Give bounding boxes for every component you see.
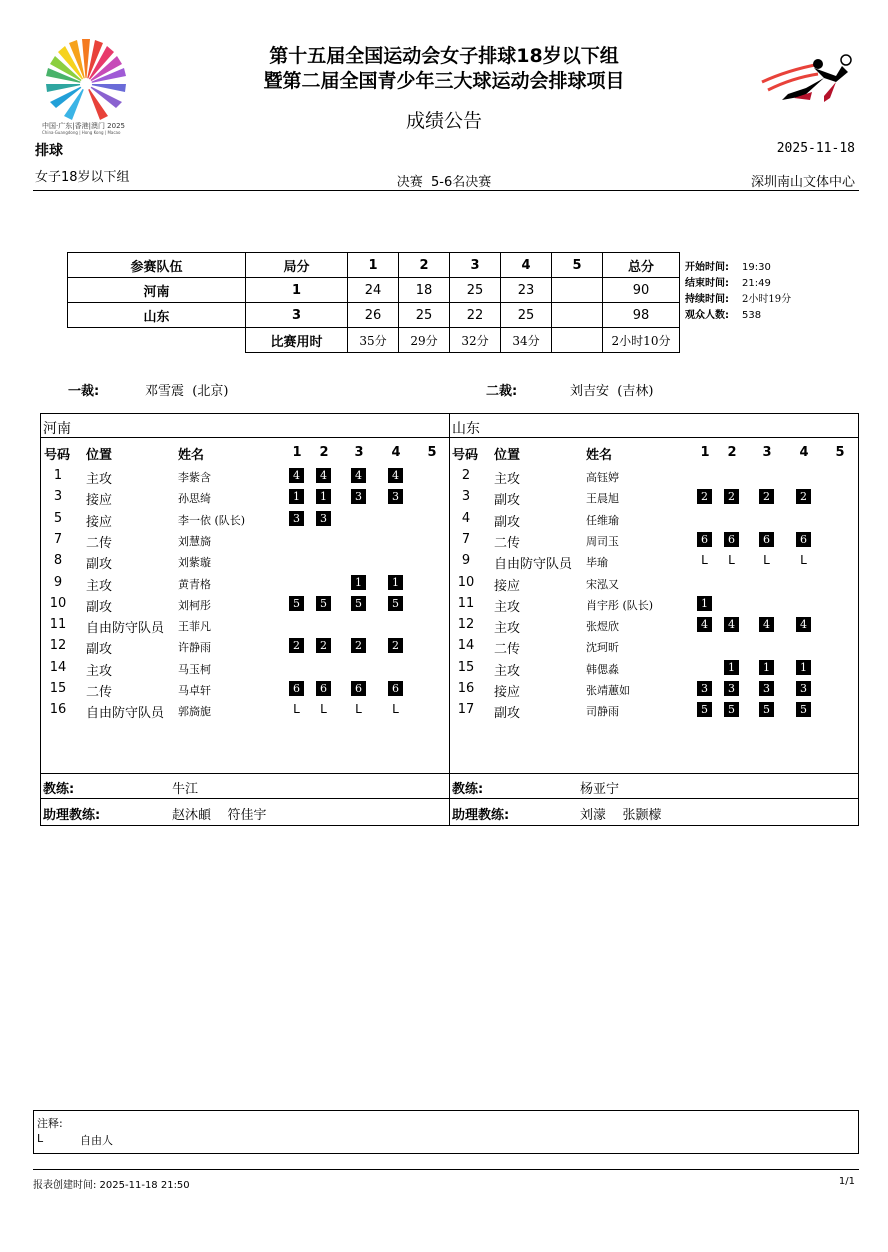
set-score	[552, 278, 603, 303]
player-number: 1	[53, 468, 63, 483]
player-number: 3	[53, 489, 63, 505]
results-duration-row	[68, 328, 680, 353]
coach-line	[40, 773, 858, 774]
player-position: 主攻	[86, 663, 113, 679]
start-label: 开始时间:	[685, 262, 729, 273]
title-line1: 第十五届全国运动会女子排球18岁以下组	[269, 45, 619, 67]
player-number: 14	[49, 659, 67, 675]
libero-mark: L	[392, 702, 399, 717]
set-score: 26	[348, 303, 399, 328]
player-position: 二传	[86, 535, 113, 551]
team-b-coach: 杨亚宁	[580, 782, 620, 797]
col-set3-header: 3	[450, 253, 501, 278]
logo-caption-en: China·Guangdong | Hong Kong | Macao	[42, 130, 121, 135]
set-score: 24	[348, 278, 399, 303]
venue: 深圳南山文体中心	[750, 175, 855, 190]
logo-caption: 中国·广东|香港|澳门 2025	[42, 122, 125, 130]
player-number: 15	[49, 681, 67, 696]
start-position-badge: 5	[759, 702, 774, 717]
start-position-badge: 1	[316, 489, 331, 504]
start-position-badge: 5	[289, 596, 304, 611]
results-header-row	[68, 253, 680, 278]
team-a-roster-title: 河南	[43, 421, 71, 437]
player-number: 16	[49, 702, 67, 718]
start-position-badge: 4	[796, 617, 811, 632]
team-b-roster-title: 山东	[452, 421, 480, 437]
notes-box	[33, 1110, 859, 1154]
player-name: 毕瑜	[586, 556, 608, 570]
player-number: 15	[457, 659, 475, 675]
col-total-header: 总分	[603, 253, 680, 278]
player-number: 3	[461, 489, 471, 505]
sets-won: 3	[246, 303, 348, 328]
team-a-coach-label: 教练:	[43, 782, 75, 797]
duration-info-label: 持续时间:	[685, 294, 729, 305]
start-position-badge: 6	[724, 532, 739, 547]
set-duration: 29分	[399, 328, 450, 353]
player-name: 刘紫璇	[178, 556, 211, 570]
second-referee: 刘吉安 (吉林)	[570, 384, 654, 399]
start-position-badge: 5	[351, 596, 366, 611]
player-name: 任维瑜	[586, 513, 619, 527]
player-name: 刘柯彤	[178, 598, 211, 612]
libero-mark: L	[763, 553, 770, 568]
start-position-badge: 1	[351, 575, 366, 590]
start-position-badge: 3	[796, 681, 811, 696]
libero-mark: L	[701, 553, 708, 568]
page-subtitle: 成绩公告	[405, 110, 482, 132]
player-position: 自由防守队员	[494, 557, 573, 573]
player-position: 主攻	[86, 578, 113, 594]
set-score: 22	[450, 303, 501, 328]
player-number: 5	[53, 510, 63, 526]
player-number: 10	[457, 574, 475, 590]
player-position: 自由防守队员	[86, 621, 165, 637]
col-set-header: 1	[292, 445, 302, 460]
player-name: 刘慧旖	[178, 534, 211, 548]
match-duration: 2小时19分	[742, 294, 792, 305]
set-duration: 35分	[348, 328, 399, 353]
first-referee: 邓雪震 (北京)	[145, 384, 229, 399]
total-duration: 2小时10分	[603, 328, 680, 353]
col-name-header: 姓名	[586, 448, 613, 463]
player-name: 周司玉	[586, 534, 619, 548]
team-a-assistant-label: 助理教练:	[43, 808, 101, 823]
player-name: 宋泓又	[586, 577, 619, 591]
col-set4-header: 4	[501, 253, 552, 278]
notes-label: 注释:	[37, 1117, 63, 1130]
player-name: 韩偲淼	[586, 662, 619, 676]
player-name: 李一依 (队长)	[178, 513, 246, 527]
title-line2: 暨第二届全国青少年三大球运动会排球项目	[263, 70, 625, 92]
start-position-badge: 6	[289, 681, 304, 696]
second-referee-label: 二裁:	[486, 384, 518, 399]
total-points: 90	[603, 278, 680, 303]
start-position-badge: 3	[289, 511, 304, 526]
player-name: 许静雨	[178, 641, 211, 655]
player-position: 接应	[494, 685, 521, 700]
start-time: 19:30	[742, 262, 771, 273]
start-position-badge: 5	[724, 702, 739, 717]
roster-divider	[449, 413, 450, 825]
player-number: 16	[457, 681, 475, 696]
report-created: 报表创建时间: 2025-11-18 21:50	[33, 1180, 190, 1191]
team-a-coach: 牛江	[172, 782, 199, 797]
col-name-header: 姓名	[178, 448, 205, 463]
results-table	[67, 252, 680, 353]
start-position-badge: 1	[388, 575, 403, 590]
col-set-header: 2	[319, 445, 329, 460]
player-name: 马卓轩	[178, 684, 211, 697]
start-position-badge: 6	[388, 681, 403, 696]
player-position: 主攻	[86, 472, 113, 487]
set-score: 25	[399, 303, 450, 328]
player-name: 李紫含	[178, 471, 211, 484]
col-set-header: 3	[354, 445, 364, 460]
player-position: 副攻	[494, 706, 521, 722]
player-position: 副攻	[86, 642, 113, 658]
col-number-header: 号码	[452, 448, 479, 463]
col-set-header: 5	[427, 445, 437, 460]
player-position: 副攻	[86, 557, 113, 573]
legend-value: 自由人	[80, 1134, 113, 1147]
blank-cell	[68, 328, 246, 353]
set-score: 18	[399, 278, 450, 303]
volleyball-player-icon	[758, 52, 858, 110]
start-position-badge: 4	[289, 468, 304, 483]
libero-mark: L	[728, 553, 735, 568]
col-set-header: 2	[727, 445, 737, 460]
set-score	[552, 303, 603, 328]
team-b-assistant: 刘濛 张颢檬	[580, 808, 662, 823]
start-position-badge: 2	[351, 638, 366, 653]
header-divider	[33, 190, 859, 191]
assistant-line	[40, 798, 858, 799]
start-position-badge: 3	[724, 681, 739, 696]
volleyball-pictogram	[758, 52, 858, 110]
player-name: 郭旖旎	[178, 705, 211, 719]
player-position: 二传	[494, 642, 521, 658]
duration-label: 比赛用时	[246, 328, 348, 353]
col-set-header: 4	[799, 445, 809, 460]
col-number-header: 号码	[44, 448, 71, 463]
set-duration: 34分	[501, 328, 552, 353]
player-name: 张靖蕙如	[586, 684, 630, 697]
start-position-badge: 1	[759, 660, 774, 675]
start-position-badge: 3	[697, 681, 712, 696]
legend-key: L	[37, 1132, 44, 1145]
page-number: 1/1	[838, 1176, 855, 1187]
team-b-assistant-label: 助理教练:	[452, 808, 510, 823]
start-position-badge: 2	[724, 489, 739, 504]
col-set-header: 5	[835, 445, 845, 460]
end-time: 21:49	[742, 278, 771, 289]
start-position-badge: 4	[759, 617, 774, 632]
player-position: 主攻	[494, 621, 521, 637]
roster-header-line	[40, 437, 858, 438]
player-name: 王菲凡	[178, 620, 211, 634]
start-position-badge: 3	[316, 511, 331, 526]
start-position-badge: 4	[388, 468, 403, 483]
libero-mark: L	[800, 553, 807, 568]
team-name: 河南	[68, 278, 246, 303]
libero-mark: L	[293, 702, 300, 717]
player-name: 张煜欣	[586, 620, 619, 634]
player-number: 17	[457, 702, 475, 718]
player-number: 4	[461, 510, 471, 526]
start-position-badge: 5	[697, 702, 712, 717]
start-position-badge: 1	[289, 489, 304, 504]
set-score: 23	[501, 278, 552, 303]
player-position: 主攻	[494, 599, 521, 615]
start-position-badge: 2	[388, 638, 403, 653]
libero-mark: L	[320, 702, 327, 717]
player-position: 二传	[86, 685, 113, 700]
player-number: 12	[457, 617, 475, 633]
start-position-badge: 2	[796, 489, 811, 504]
sets-won: 1	[246, 278, 348, 303]
start-position-badge: 1	[697, 596, 712, 611]
match-info	[685, 260, 791, 324]
col-set-header: 4	[391, 445, 401, 460]
phase: 决赛 5-6名决赛	[396, 175, 492, 190]
results-row-team-b	[68, 303, 680, 328]
end-label: 结束时间:	[685, 278, 729, 289]
col-set1-header: 1	[348, 253, 399, 278]
col-set2-header: 2	[399, 253, 450, 278]
category: 女子18岁以下组	[35, 170, 130, 185]
start-position-badge: 2	[697, 489, 712, 504]
start-position-badge: 5	[796, 702, 811, 717]
first-referee-label: 一裁:	[68, 384, 100, 399]
col-set5-header: 5	[552, 253, 603, 278]
col-position-header: 位置	[494, 448, 521, 463]
player-position: 二传	[494, 535, 521, 551]
player-position: 主攻	[494, 472, 521, 487]
col-team-header: 参赛队伍	[68, 253, 246, 278]
set-score: 25	[450, 278, 501, 303]
footer-divider	[33, 1169, 859, 1170]
player-name: 沈珂昕	[586, 641, 619, 655]
player-position: 自由防守队员	[86, 706, 165, 722]
start-position-badge: 6	[759, 532, 774, 547]
player-number: 11	[49, 617, 67, 633]
team-a-assistant: 赵沐頔 符佳宇	[172, 808, 267, 823]
libero-mark: L	[355, 702, 362, 717]
start-position-badge: 3	[388, 489, 403, 504]
player-name: 司静雨	[586, 705, 619, 719]
team-b-coach-label: 教练:	[452, 782, 484, 797]
set-duration	[552, 328, 603, 353]
player-name: 肖宇彤 (队长)	[586, 598, 654, 612]
player-number: 11	[457, 595, 475, 611]
start-position-badge: 5	[316, 596, 331, 611]
player-position: 副攻	[494, 493, 521, 509]
start-position-badge: 2	[316, 638, 331, 653]
player-position: 接应	[86, 514, 113, 530]
start-position-badge: 6	[351, 681, 366, 696]
sport-label: 排球	[35, 143, 63, 159]
player-number: 8	[53, 553, 63, 569]
player-position: 主攻	[494, 663, 521, 679]
start-position-badge: 6	[697, 532, 712, 547]
player-name: 马玉柯	[178, 662, 211, 676]
col-sets-header: 局分	[246, 253, 348, 278]
col-set-header: 3	[762, 445, 772, 460]
player-position: 副攻	[494, 514, 521, 530]
start-position-badge: 3	[759, 681, 774, 696]
total-points: 98	[603, 303, 680, 328]
col-position-header: 位置	[86, 448, 113, 463]
player-number: 9	[53, 574, 63, 590]
start-position-badge: 2	[289, 638, 304, 653]
player-number: 12	[49, 638, 67, 654]
start-position-badge: 4	[351, 468, 366, 483]
results-row-team-a	[68, 278, 680, 303]
player-position: 接应	[494, 578, 521, 594]
audience-count: 538	[742, 310, 762, 321]
team-name: 山东	[68, 303, 246, 328]
start-position-badge: 6	[316, 681, 331, 696]
player-position: 接应	[86, 493, 113, 509]
start-position-badge: 4	[697, 617, 712, 632]
report-date: 2025-11-18	[776, 141, 855, 156]
player-number: 7	[53, 531, 63, 547]
start-position-badge: 6	[796, 532, 811, 547]
player-name: 黄青格	[178, 577, 211, 591]
start-position-badge: 3	[351, 489, 366, 504]
player-number: 9	[461, 553, 471, 569]
col-set-header: 1	[700, 445, 710, 460]
audience-label: 观众人数:	[685, 310, 729, 321]
start-position-badge: 5	[388, 596, 403, 611]
set-duration: 32分	[450, 328, 501, 353]
player-number: 14	[457, 638, 475, 654]
start-position-badge: 1	[796, 660, 811, 675]
player-position: 副攻	[86, 599, 113, 615]
player-number: 7	[461, 531, 471, 547]
player-name: 高钰婷	[586, 471, 619, 484]
player-name: 王晨旭	[586, 492, 619, 506]
start-position-badge: 4	[316, 468, 331, 483]
start-position-badge: 4	[724, 617, 739, 632]
player-number: 10	[49, 595, 67, 611]
set-score: 25	[501, 303, 552, 328]
start-position-badge: 1	[724, 660, 739, 675]
player-name: 孙思绮	[178, 492, 211, 506]
player-number: 2	[461, 468, 471, 483]
start-position-badge: 2	[759, 489, 774, 504]
